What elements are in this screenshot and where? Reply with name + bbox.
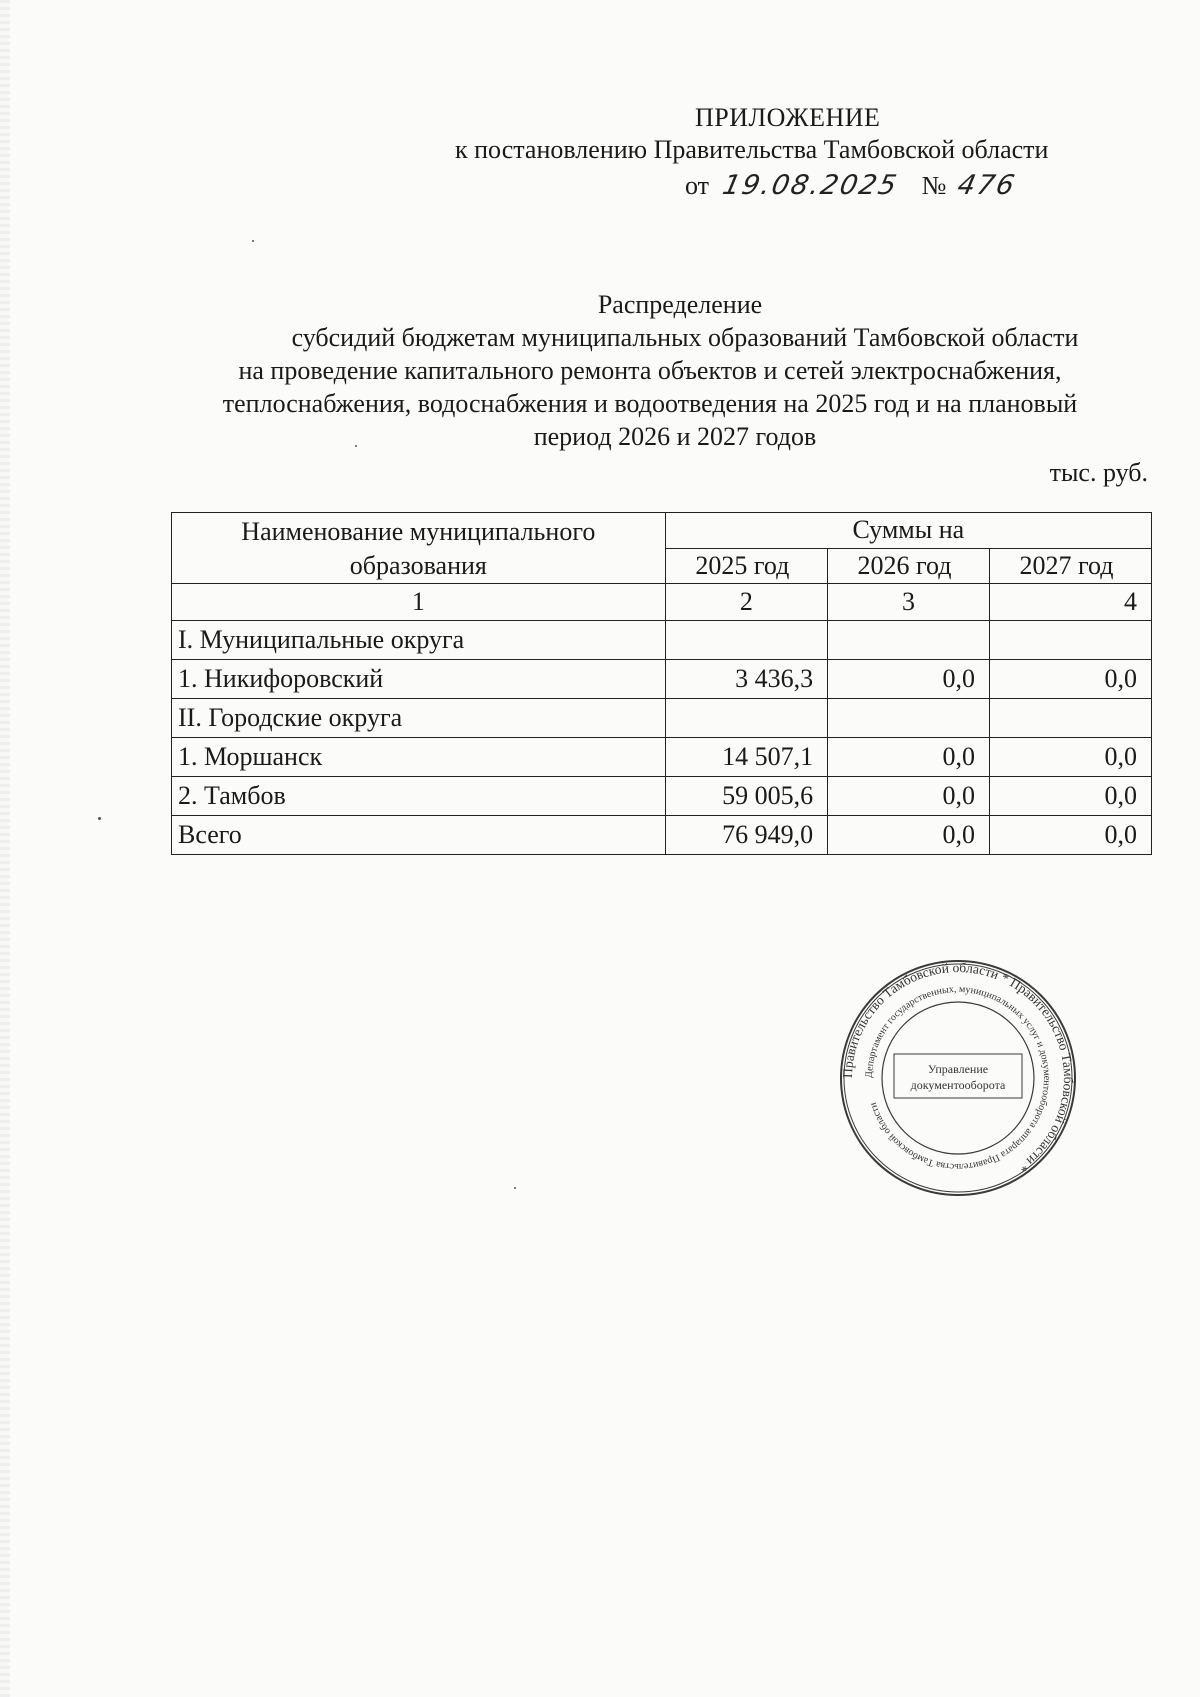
heading-line-2: субсидий бюджетам муниципальных образований Тамбовской области xyxy=(291,323,1079,352)
appendix-title: ПРИЛОЖЕНИЕ xyxy=(695,103,881,132)
header-year-2025: 2025 год xyxy=(665,548,827,584)
appendix-resolution-line: к постановлению Правительства Тамбовской области xyxy=(455,135,1049,164)
handwritten-date: 19.08.2025 xyxy=(719,170,902,201)
row-value-2026: 0,0 xyxy=(828,738,990,777)
units-label: тыс. руб. xyxy=(1049,458,1148,487)
header-name-line-1: Наименование муниципального xyxy=(241,517,596,546)
scan-speck xyxy=(514,1187,516,1189)
table-row xyxy=(172,621,1152,660)
row-name: 2. Тамбов xyxy=(172,777,666,816)
row-value-2025: 59 005,6 xyxy=(665,777,827,816)
row-value-2027: 0,0 xyxy=(990,738,1152,777)
header-name-line-2: образования xyxy=(349,551,487,580)
row-value-2025 xyxy=(665,621,827,660)
header-name-cell xyxy=(172,513,666,584)
row-value-2025: 14 507,1 xyxy=(665,738,827,777)
index-cell-4: 4 xyxy=(990,584,1152,621)
index-cell-2: 2 xyxy=(665,584,827,621)
table-header-row xyxy=(172,513,1152,549)
appendix-date-number-line xyxy=(685,168,1020,204)
total-value-2027: 0,0 xyxy=(990,816,1152,855)
row-value-2026: 0,0 xyxy=(828,660,990,699)
row-value-2027: 0,0 xyxy=(990,660,1152,699)
seal-center-line-2: документооборота xyxy=(910,1078,1006,1092)
row-value-2025: 3 436,3 xyxy=(665,660,827,699)
row-name: I. Муниципальные округа xyxy=(172,621,666,660)
scan-speck xyxy=(98,817,101,820)
row-value-2026 xyxy=(828,621,990,660)
header-sums-cell: Суммы на xyxy=(665,513,1151,549)
total-value-2026: 0,0 xyxy=(828,816,990,855)
from-label: от xyxy=(685,171,710,200)
official-seal xyxy=(838,958,1078,1198)
total-label: Всего xyxy=(172,816,666,855)
row-value-2026 xyxy=(828,699,990,738)
scan-edge-artifact xyxy=(0,0,10,1697)
header-year-2026: 2026 год xyxy=(828,548,990,584)
heading-line-1: Распределение xyxy=(597,290,763,319)
table-row xyxy=(172,738,1152,777)
scan-speck xyxy=(355,445,357,447)
table-row xyxy=(172,699,1152,738)
table-total-row xyxy=(172,816,1152,855)
row-name: II. Городские округа xyxy=(172,699,666,738)
seal-outer-text: Правительство Тамбовской области * Правительство Тамбовской области * xyxy=(839,959,1077,1176)
heading-line-3: на проведение капитального ремонта объектов и сетей электроснабжения, xyxy=(238,356,1062,385)
row-value-2027 xyxy=(990,621,1152,660)
row-value-2026: 0,0 xyxy=(828,777,990,816)
scan-speck xyxy=(252,240,254,242)
row-name: 1. Моршанск xyxy=(172,738,666,777)
row-value-2027 xyxy=(990,699,1152,738)
table-index-row xyxy=(172,584,1152,621)
header-year-2027: 2027 год xyxy=(990,548,1152,584)
seal-inner-text: Департамент государственных, муниципальных услуг и документооборота аппарата Правительства Тамбовской области xyxy=(863,983,1053,1173)
handwritten-number: 476 xyxy=(955,170,1020,201)
index-cell-3: 3 xyxy=(828,584,990,621)
index-cell-1: 1 xyxy=(172,584,666,621)
heading-line-5: период 2026 и 2027 годов xyxy=(533,422,817,451)
table-row xyxy=(172,660,1152,699)
total-value-2025: 76 949,0 xyxy=(665,816,827,855)
row-value-2025 xyxy=(665,699,827,738)
row-value-2027: 0,0 xyxy=(990,777,1152,816)
number-label: № xyxy=(921,171,947,200)
seal-center-line-1: Управление xyxy=(927,1062,989,1076)
distribution-table xyxy=(171,512,1152,855)
document-heading xyxy=(160,288,1140,453)
table-row xyxy=(172,777,1152,816)
heading-line-4: теплоснабжения, водоснабжения и водоотведения на 2025 год и на плановый xyxy=(222,389,1078,418)
row-name: 1. Никифоровский xyxy=(172,660,666,699)
